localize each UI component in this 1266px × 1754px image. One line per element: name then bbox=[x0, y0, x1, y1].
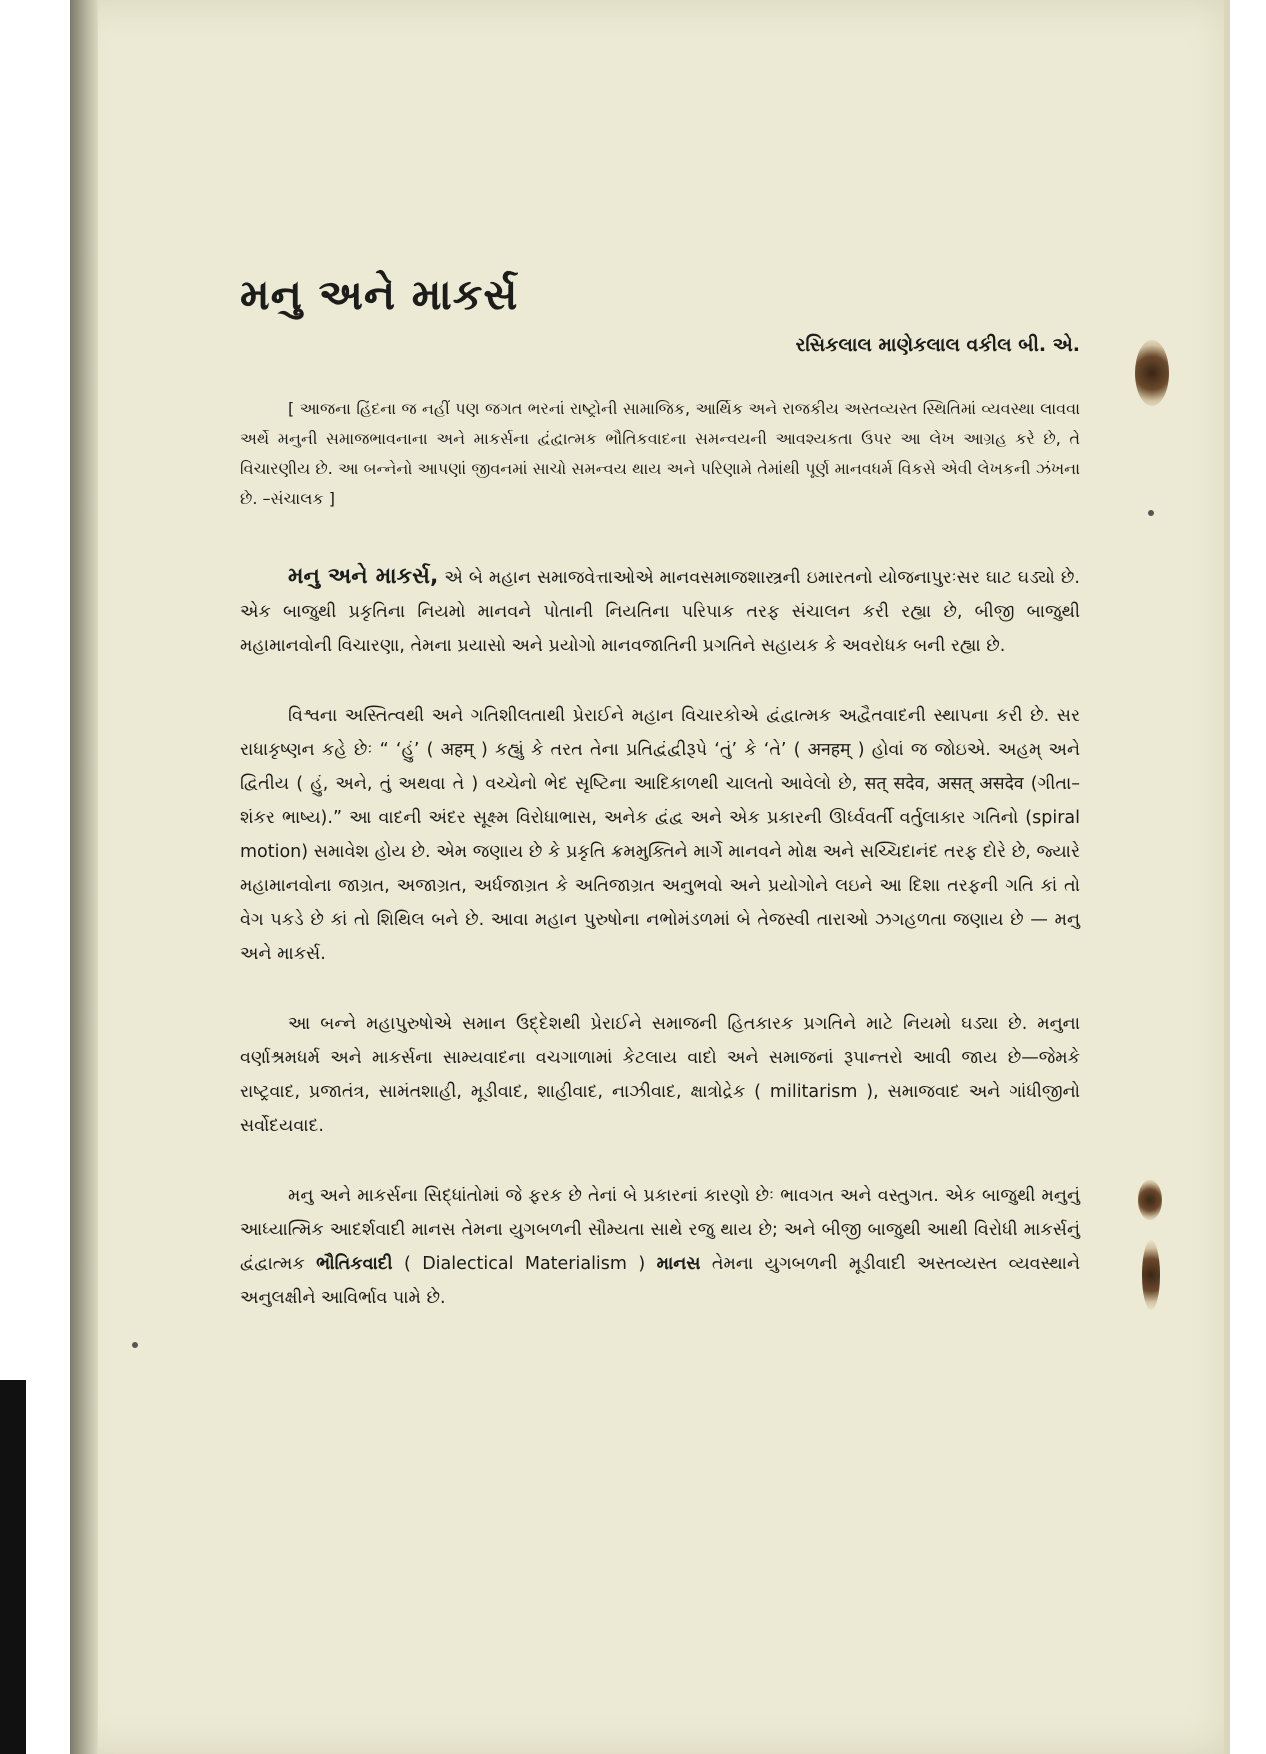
paragraph-1-text: એ બે મહાન સમાજવેત્તાઓએ માનવસમાજશાસ્ત્રની ઇમારતનો યોજનાપુરઃસર ઘાટ ઘડ્યો છે. એક બાજુથી પ્રકૃતિના નિયમો માનવને પોતાની નિયતિના પરિપાક તરફ સંચાલન કરી રહ્યા છે, બીજી બાજુથી મહામાનવોની વિચારણા, તેમના પ્રયાસો અને પ્રયોગો માનવજાતિની પ્રગતિને સહાયક કે અવરોધક બની રહ્યા છે. bbox=[240, 568, 1080, 656]
scan-shadow bbox=[0, 1380, 26, 1754]
paragraph-1-lead: મનુ અને માકર્સ, bbox=[288, 564, 439, 589]
paper-speck bbox=[132, 1342, 138, 1348]
paragraph-4-bold-a: ભૌતિકવાદી bbox=[316, 1254, 393, 1274]
stain-mark bbox=[1142, 1240, 1160, 1310]
paragraph-2: વિશ્વના અસ્તિત્વથી અને ગતિશીલતાથી પ્રેરાઈને મહાન વિચારકોએ દ્વંદ્વાત્મક અદ્વૈતવાદની સ્થાપના કરી છે. સર રાધાકૃષ્ણન કહે છેઃ “ ‘હું’ ( अहम् ) કહ્યું કે તરત તેના પ્રતિદ્વંદ્વીરૂપે ‘તું’ કે ‘તે’ ( अनहम् ) હોવાં જ જોઇએ. અહમ્ અને દ્વિતીય ( હું, અને, તું અથવા તે ) વચ્ચેનો ભેદ સૃષ્ટિના આદિકાળથી ચાલતો આવેલો છે, सत् सदेव, असत् असदेव (ગીતા–શંકર ભાષ્ય).” આ વાદની અંદર સૂક્ષ્મ વિરોધાભાસ, અનેક દ્વંદ્વ અને એક પ્રકારની ઊર્ધ્વવર્તી વર્તુલાકાર ગતિનો (spiral motion) સમાવેશ હોય છે. એમ જણાય છે કે પ્રકૃતિ ક્રમમુક્તિને માર્ગે માનવને મોક્ષ અને સચ્ચિદાનંદ તરફ દોરે છે, જ્યારે મહામાનવોના જાગ્રત, અજાગ્રત, અર્ધજાગ્રત કે અતિજાગ્રત અનુભવો અને પ્રયોગોને લઇને આ દિશા તરફની ગતિ કાં તો વેગ પકડે છે કાં તો શિથિલ બને છે. આવા મહાન પુરુષોના નભોમંડળમાં બે તેજસ્વી તારાઓ ઝગહળતા જણાય છે — મનુ અને માકર્સ. bbox=[240, 706, 1080, 964]
page-binding-edge bbox=[70, 0, 98, 1754]
stain-mark bbox=[1135, 340, 1169, 406]
paragraph-4-text-e: તેમના યુગબળની મૂડીવાદી અસ્તવ્યસ્ત વ્યવસ્થાને અનુલક્ષીને આવિર્ભાવ પામે છે. bbox=[240, 1254, 1080, 1308]
paragraph-4-bold-b: માનસ bbox=[656, 1254, 701, 1274]
page-right-edge bbox=[1224, 0, 1230, 1754]
article-author: રસિકલાલ માણેકલાલ વકીલ બી. એ. bbox=[795, 334, 1080, 356]
paragraph-4-text-a: મનુ અને માકર્સના સિદ્ધાંતોમાં જે ફરક છે તેનાં બે પ્રકારનાં કારણો છેઃ ભાવગત અને વસ્તુગત. એક બાજુથી મનુનું આધ્યાત્મિક આદર્શવાદી માનસ તેમના યુગબળની સૌમ્યતા સાથે રજુ થાય છે; અને બીજી બાજુથી આથી વિરોધી માકર્સનું દ્વંદ્વાત્મક bbox=[240, 1186, 1080, 1274]
paragraph-4 bbox=[240, 1179, 1080, 1315]
paragraph-1 bbox=[240, 560, 1080, 663]
article bbox=[240, 270, 1080, 1351]
editor-note: [ આજના હિંદના જ નહીં પણ જગત ભરનાં રાષ્ટ્રોની સામાજિક, આર્થિક અને રાજકીય અસ્તવ્યસ્ત સ્થિતિમાં વ્યવસ્થા લાવવા અર્થે મનુની સમાજભાવનાના અને માકર્સના દ્વંદ્વાત્મક ભૌતિકવાદના સમન્વયની આવશ્યકતા ઉપર આ લેખ આગ્રહ કરે છે, તે વિચારણીય છે. આ બન્નેનો આપણાં જીવનમાં સાચો સમન્વય થાય અને પરિણામે તેમાંથી પૂર્ણ માનવધર્મ વિકસે એવી લેખકની ઝંખના છે. –સંચાલક ] bbox=[240, 399, 1080, 508]
article-title: મનુ અને માકર્સ bbox=[240, 270, 519, 319]
paragraph-3: આ બન્ને મહાપુરુષોએ સમાન ઉદ્દેશથી પ્રેરાઈને સમાજની હિતકારક પ્રગતિને માટે નિયમો ઘડ્યા છે. મનુના વર્ણાશ્રમધર્મ અને માકર્સના સામ્યવાદના વચગાળામાં કેટલાય વાદો અને સમાજનાં રૂપાન્તરો આવી જાય છે—જેમકે રાષ્ટ્રવાદ, પ્રજાતંત્ર, સામંતશાહી, મૂડીવાદ, શાહીવાદ, નાઝીવાદ, ક્ષાત્રોદ્રેક ( militarism ), સમાજવાદ અને ગાંધીજીનો સર્વોદયવાદ. bbox=[240, 1014, 1080, 1136]
stain-mark bbox=[1138, 1180, 1162, 1220]
paper-speck bbox=[1148, 510, 1154, 516]
paragraph-4-text-c: ( Dialectical Materialism ) bbox=[392, 1254, 657, 1274]
